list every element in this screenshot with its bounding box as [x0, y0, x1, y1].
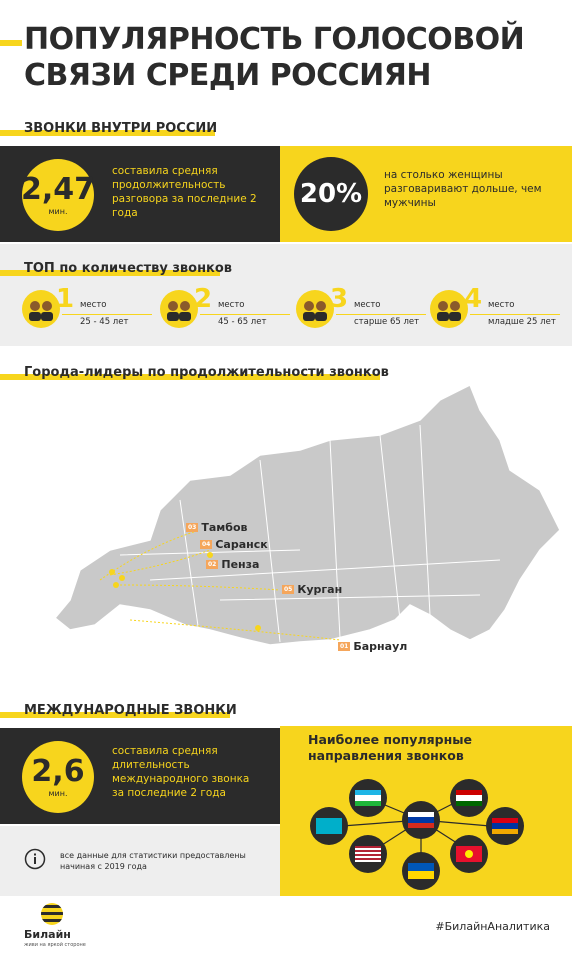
section-top-heading: ТОП по количеству звонков	[0, 258, 240, 276]
women-value: 20%	[299, 179, 363, 209]
city-kurgan: 05 Курган	[284, 583, 343, 596]
intl-avg-unit: мин.	[48, 788, 68, 798]
kazakhstan-flag-icon	[310, 807, 348, 845]
section-cities-heading: Города-лидеры по продолжительности звонков	[0, 362, 400, 380]
hashtag: #БилайнАналитика	[435, 920, 550, 933]
page-title: ПОПУЛЯРНОСТЬ ГОЛОСОВОЙ СВЯЗИ СРЕДИ РОССИЯН	[24, 22, 525, 93]
tajikistan-flag-icon	[450, 779, 488, 817]
intl-avg-panel	[0, 728, 280, 824]
intl-avg-text: составила средняя длительность международного звонка за последние 2 года	[112, 745, 250, 799]
rank-1: 1 место 25 - 45 лет	[22, 286, 152, 332]
rank-4: 4 место младше 25 лет	[430, 286, 560, 332]
info-icon	[24, 848, 46, 870]
usa-flag-icon	[349, 835, 387, 873]
domestic-avg-circle	[22, 159, 94, 231]
city-penza: 02 Пенза	[208, 558, 260, 571]
people-icon	[430, 290, 468, 328]
people-icon	[22, 290, 60, 328]
title-accent	[0, 40, 22, 46]
note-panel	[0, 826, 280, 896]
russia-flag-icon	[402, 801, 440, 839]
women-text: на столько женщины разговаривают дольше, чем мужчины	[384, 169, 542, 209]
rank-3: 3 место старше 65 лет	[296, 286, 426, 332]
ukraine-flag-icon	[402, 852, 440, 890]
russia-map	[0, 380, 572, 680]
city-tambov: 03 Тамбов	[188, 521, 248, 534]
city-barnaul: 01 Барнаул	[340, 640, 408, 653]
uzbekistan-flag-icon	[349, 779, 387, 817]
domestic-avg-value: 2,47	[20, 171, 96, 207]
intl-avg-circle	[22, 741, 94, 813]
women-circle	[294, 157, 368, 231]
intl-avg-value: 2,6	[31, 753, 85, 789]
popular-title: Наиболее популярные направления звонков	[308, 732, 472, 763]
city-saransk: 04 Саранск	[202, 538, 268, 551]
section-domestic-heading: ЗВОНКИ ВНУТРИ РОССИИ	[0, 118, 240, 136]
rank-2: 2 место 45 - 65 лет	[160, 286, 290, 332]
kyrgyzstan-flag-icon	[450, 835, 488, 873]
section-international-heading: МЕЖДУНАРОДНЫЕ ЗВОНКИ	[0, 700, 240, 718]
popular-panel	[280, 726, 572, 896]
women-panel	[280, 146, 572, 242]
armenia-flag-icon	[486, 807, 524, 845]
domestic-avg-text: составила средняя продолжительность разговора за последние 2 года	[112, 165, 257, 219]
people-icon	[160, 290, 198, 328]
people-icon	[296, 290, 334, 328]
domestic-avg-panel	[0, 146, 280, 242]
brand-name: Билайн	[24, 928, 71, 941]
domestic-avg-unit: мин.	[48, 206, 68, 216]
note-text: все данные для статистики предоставлены начиная с 2019 года	[60, 851, 246, 871]
brand-tagline: живи на яркой стороне	[24, 942, 86, 948]
beeline-logo-icon	[36, 902, 68, 926]
